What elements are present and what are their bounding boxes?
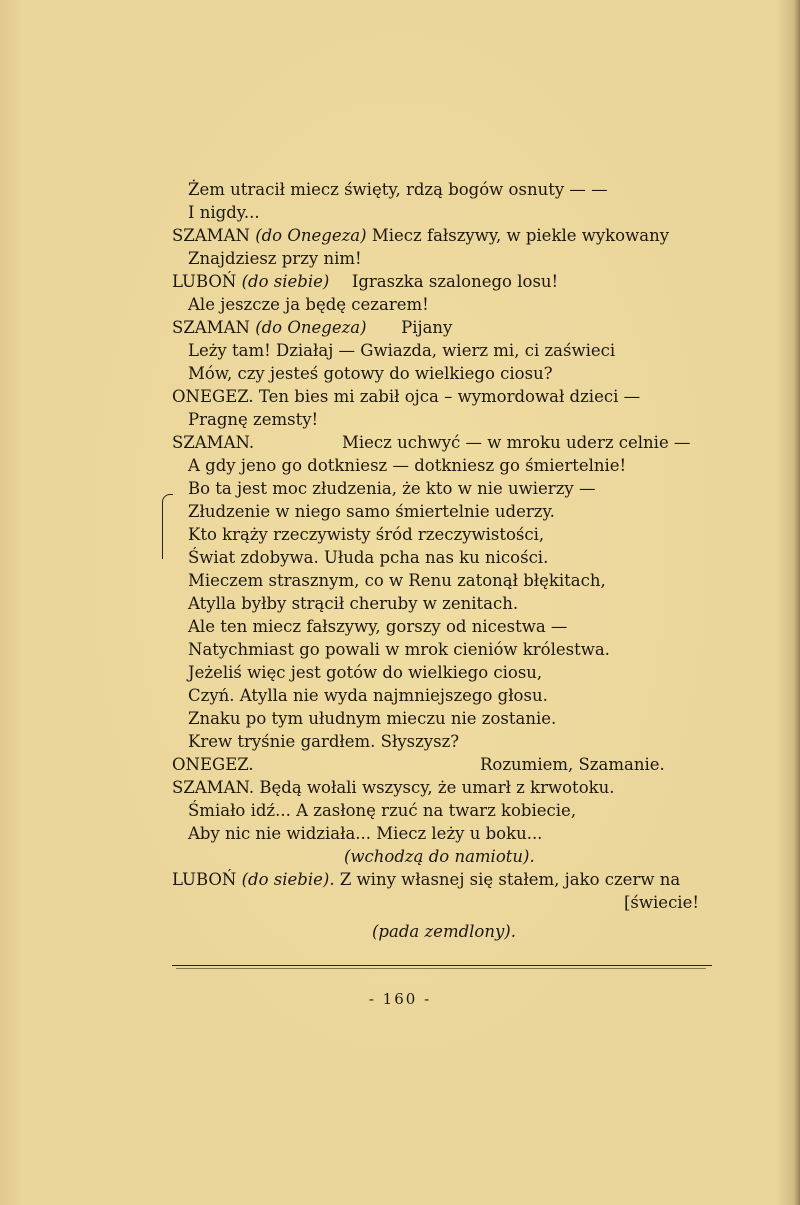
speaker-name: SZAMAN. — [172, 778, 255, 797]
verse-line — [172, 592, 732, 615]
verse-text: [świecie! — [624, 893, 699, 912]
verse-text: Ale ten miecz fałszywy, gorszy od nicestwa — — [188, 617, 568, 636]
dialogue-line — [172, 224, 732, 247]
verse-text: Złudzenie w niego samo śmiertelnie uderzy. — [188, 502, 555, 521]
verse-line — [172, 178, 732, 201]
verse-text: Aby nic nie widziała... Miecz leży u boku... — [188, 824, 543, 843]
verse-text: A gdy jeno go dotkniesz — dotkniesz go śmiertelnie! — [188, 456, 627, 475]
dialogue-line — [172, 868, 732, 891]
verse-text: Ten bies mi zabił ojca – wymordował dzieci — — [258, 387, 641, 406]
dialogue-line — [172, 385, 732, 408]
verse-text: Jeżeliś więc jest gotów do wielkiego ciosu, — [188, 663, 543, 682]
speaker-name: SZAMAN — [172, 226, 250, 245]
speaker-name: SZAMAN — [172, 318, 250, 337]
verse-line — [172, 293, 732, 316]
verse-text: Kto krąży rzeczywisty śród rzeczywistości, — [188, 525, 545, 544]
verse-text: Bo ta jest moc złudzenia, że kto w nie uwierzy — — [188, 479, 596, 498]
verse-text: Rozumiem, Szamanie. — [480, 755, 665, 774]
verse-line — [172, 500, 732, 523]
speaker-name: LUBOŃ — [172, 870, 237, 889]
verse-line — [172, 477, 732, 500]
verse-text: Igraszka szalonego losu! — [351, 272, 559, 291]
dialogue-line — [172, 316, 732, 339]
verse-text: Żem utracił miecz święty, rdzą bogów osnuty — — — [188, 180, 608, 199]
verse-line — [172, 247, 732, 270]
verse-text: I nigdy... — [188, 203, 260, 222]
verse-line — [172, 454, 732, 477]
drama-text — [172, 178, 732, 943]
speaker-name: LUBOŃ — [172, 272, 237, 291]
verse-line — [172, 661, 732, 684]
verse-line — [172, 569, 732, 592]
dialogue-line — [172, 753, 732, 776]
verse-line — [172, 201, 732, 224]
end-rule — [172, 965, 712, 966]
verse-text: Leży tam! Działaj — Gwiazda, wierz mi, ci zaświeci — [188, 341, 616, 360]
verse-text: Śmiało idź... A zasłonę rzuć na twarz kobiecie, — [188, 801, 577, 820]
dialogue-line — [172, 270, 732, 293]
stage-direction-line — [172, 920, 732, 943]
verse-text: Pijany — [401, 318, 453, 337]
stage-direction: (wchodzą do namiotu). — [344, 847, 535, 866]
verse-line — [172, 408, 732, 431]
stage-direction-line — [172, 845, 732, 868]
verse-text: Ale jeszcze ja będę cezarem! — [188, 295, 429, 314]
verse-text: Znaku po tym ułudnym mieczu nie zostanie. — [188, 709, 557, 728]
verse-text: Atylla byłby strącił cheruby w zenitach. — [188, 594, 519, 613]
verse-text: Pragnę zemsty! — [188, 410, 319, 429]
verse-text: Z winy własnej się stałem, jako czerw na — [339, 870, 681, 889]
verse-text: Świat zdobywa. Ułuda pcha nas ku nicości. — [188, 548, 549, 567]
stage-direction: (do Onegeza) — [255, 318, 367, 337]
verse-text: Mieczem strasznym, co w Renu zatonął błękitach, — [188, 571, 606, 590]
verse-text: Miecz fałszywy, w piekle wykowany — [371, 226, 670, 245]
verse-text: Mów, czy jesteś gotowy do wielkiego ciosu? — [188, 364, 553, 383]
verse-text: Krew tryśnie gardłem. Słyszysz? — [188, 732, 460, 751]
verse-line — [172, 546, 732, 569]
page-number: - 160 - — [368, 990, 432, 1008]
verse-line — [172, 684, 732, 707]
speaker-name: SZAMAN. — [172, 433, 255, 452]
verse-line — [172, 799, 732, 822]
margin-bracket-mark — [162, 494, 173, 559]
verse-line — [172, 822, 732, 845]
verse-line — [172, 707, 732, 730]
verse-text: Będą wołali wszyscy, że umarł z krwotoku. — [259, 778, 615, 797]
verse-line-continuation — [172, 891, 732, 914]
verse-line — [172, 615, 732, 638]
verse-text: Miecz uchwyć — w mroku uderz celnie — — [342, 433, 691, 452]
stage-direction: (do Onegeza) — [255, 226, 367, 245]
verse-text: Natychmiast go powali w mrok cieniów królestwa. — [188, 640, 610, 659]
end-rule-secondary — [176, 968, 706, 969]
dialogue-line — [172, 431, 732, 454]
speaker-name: ONEGEZ. — [172, 755, 254, 774]
verse-line — [172, 523, 732, 546]
stage-direction: (do siebie) — [241, 272, 330, 291]
verse-line — [172, 339, 732, 362]
verse-line — [172, 638, 732, 661]
page-edge-shadow — [794, 0, 800, 1205]
dialogue-line — [172, 776, 732, 799]
verse-line — [172, 730, 732, 753]
verse-text: Czyń. Atylla nie wyda najmniejszego głosu. — [188, 686, 548, 705]
verse-text: Znajdziesz przy nim! — [188, 249, 362, 268]
speaker-name: ONEGEZ. — [172, 387, 254, 406]
verse-line — [172, 362, 732, 385]
stage-direction: (do siebie). — [241, 870, 335, 889]
stage-direction: (pada zemdlony). — [372, 922, 516, 941]
